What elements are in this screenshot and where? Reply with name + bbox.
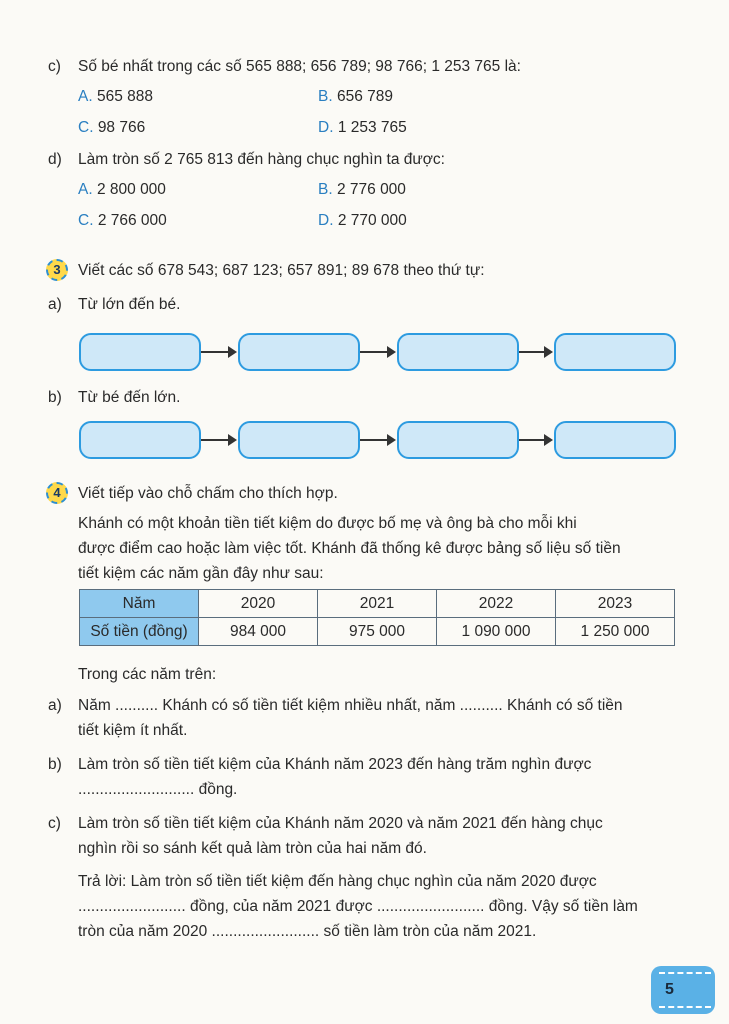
ex4-c-line-1: Làm tròn số tiền tiết kiệm của Khánh năm 2020 và năm 2021 đến hàng chục xyxy=(78,815,603,832)
ex4-b-line-1: Làm tròn số tiền tiết kiệm của Khánh năm 2023 đến hàng trăm nghìn được xyxy=(78,756,592,773)
arrow-right-icon xyxy=(519,439,551,441)
table-header-amount: Số tiền (đồng) xyxy=(80,618,199,646)
arrow-right-icon xyxy=(360,351,394,353)
exercise-3-prompt: Viết các số 678 543; 687 123; 657 891; 89 678 theo thứ tự: xyxy=(78,262,485,279)
option-c-b[interactable] xyxy=(318,88,393,106)
table-cell: 2022 xyxy=(437,590,556,618)
ex4-a-line-1[interactable]: Năm .......... Khánh có số tiền tiết kiệm nhiều nhất, năm .......... Khánh có số tiền xyxy=(78,697,623,714)
answer-box-asc-1[interactable] xyxy=(79,421,201,459)
ex4-answer-line-3[interactable]: tròn của năm 2020 ......................... số tiền làm tròn của năm 2021. xyxy=(78,923,537,940)
ex4-b-line-2[interactable]: ........................... đồng. xyxy=(78,781,238,798)
option-c-d[interactable] xyxy=(318,119,407,137)
arrow-right-icon xyxy=(201,351,235,353)
option-text: 1 253 765 xyxy=(337,119,407,136)
option-text: 565 888 xyxy=(96,88,153,105)
option-letter: C. xyxy=(78,212,94,229)
option-text: 98 766 xyxy=(97,119,146,136)
exercise-4-prompt: Viết tiếp vào chỗ chấm cho thích hợp. xyxy=(78,485,338,502)
option-d-a[interactable] xyxy=(78,181,166,199)
ex4-b-label: b) xyxy=(48,756,62,773)
option-letter: B. xyxy=(318,88,333,105)
table-cell: 2021 xyxy=(318,590,437,618)
table-cell: 2023 xyxy=(556,590,675,618)
ex4-a-label: a) xyxy=(48,697,62,714)
option-text: 2 766 000 xyxy=(97,212,167,229)
answer-box-asc-2[interactable] xyxy=(238,421,360,459)
table-row xyxy=(80,618,675,646)
option-text: 656 789 xyxy=(336,88,393,105)
table-header-year: Năm xyxy=(80,590,199,618)
option-c-c[interactable] xyxy=(78,119,145,137)
table-cell: 984 000 xyxy=(199,618,318,646)
answer-box-desc-4[interactable] xyxy=(554,333,676,371)
arrow-right-icon xyxy=(201,439,235,441)
option-letter: D. xyxy=(318,212,334,229)
part-d-label: d) xyxy=(48,151,62,168)
table-cell: 1 250 000 xyxy=(556,618,675,646)
ex3-b-label: b) xyxy=(48,389,62,406)
option-letter: A. xyxy=(78,181,93,198)
table-cell: 975 000 xyxy=(318,618,437,646)
option-text: 2 800 000 xyxy=(96,181,166,198)
ex4-answer-line-2[interactable]: ......................... đồng, của năm 2021 được ......................... đồng. Vậy số tiền làm xyxy=(78,898,638,915)
answer-box-asc-3[interactable] xyxy=(397,421,519,459)
option-c-a[interactable] xyxy=(78,88,153,106)
page-number: 5 xyxy=(665,981,674,998)
table-cell: 2020 xyxy=(199,590,318,618)
dash-border-bottom xyxy=(659,1006,711,1008)
arrow-right-icon xyxy=(360,439,394,441)
part-c-question: Số bé nhất trong các số 565 888; 656 789; 98 766; 1 253 765 là: xyxy=(78,58,521,75)
option-letter: C. xyxy=(78,119,94,136)
ex4-among: Trong các năm trên: xyxy=(78,666,217,683)
ex4-intro-line-2: được điểm cao hoặc làm việc tốt. Khánh đã thống kê được bảng số liệu số tiền xyxy=(78,540,621,557)
arrow-right-icon xyxy=(519,351,551,353)
option-text: 2 770 000 xyxy=(337,212,407,229)
page-number-tab xyxy=(651,966,715,1014)
option-letter: B. xyxy=(318,181,333,198)
ex3-a-label: a) xyxy=(48,296,62,313)
table-cell: 1 090 000 xyxy=(437,618,556,646)
dash-border-top xyxy=(659,972,711,974)
option-d-d[interactable] xyxy=(318,212,407,230)
option-d-c[interactable] xyxy=(78,212,167,230)
savings-table xyxy=(79,589,675,646)
table-row xyxy=(80,590,675,618)
part-c-label: c) xyxy=(48,58,61,75)
exercise-4-badge: 4 xyxy=(46,482,68,504)
option-text: 2 776 000 xyxy=(336,181,406,198)
answer-box-desc-1[interactable] xyxy=(79,333,201,371)
ex4-intro-line-3: tiết kiệm các năm gần đây như sau: xyxy=(78,565,324,582)
option-letter: A. xyxy=(78,88,93,105)
ex4-a-line-2: tiết kiệm ít nhất. xyxy=(78,722,188,739)
exercise-3-badge: 3 xyxy=(46,259,68,281)
ex4-answer-line-1: Trả lời: Làm tròn số tiền tiết kiệm đến hàng chục nghìn của năm 2020 được xyxy=(78,873,597,890)
ex4-c-line-2: nghìn rồi so sánh kết quả làm tròn của hai năm đó. xyxy=(78,840,427,857)
answer-box-desc-3[interactable] xyxy=(397,333,519,371)
ex4-c-label: c) xyxy=(48,815,61,832)
part-d-question: Làm tròn số 2 765 813 đến hàng chục nghìn ta được: xyxy=(78,151,445,168)
ex3-a-text: Từ lớn đến bé. xyxy=(78,296,181,313)
ex3-b-text: Từ bé đến lớn. xyxy=(78,389,181,406)
answer-box-asc-4[interactable] xyxy=(554,421,676,459)
option-d-b[interactable] xyxy=(318,181,406,199)
answer-box-desc-2[interactable] xyxy=(238,333,360,371)
option-letter: D. xyxy=(318,119,334,136)
ex4-intro-line-1: Khánh có một khoản tiền tiết kiệm do được bố mẹ và ông bà cho mỗi khi xyxy=(78,515,577,532)
